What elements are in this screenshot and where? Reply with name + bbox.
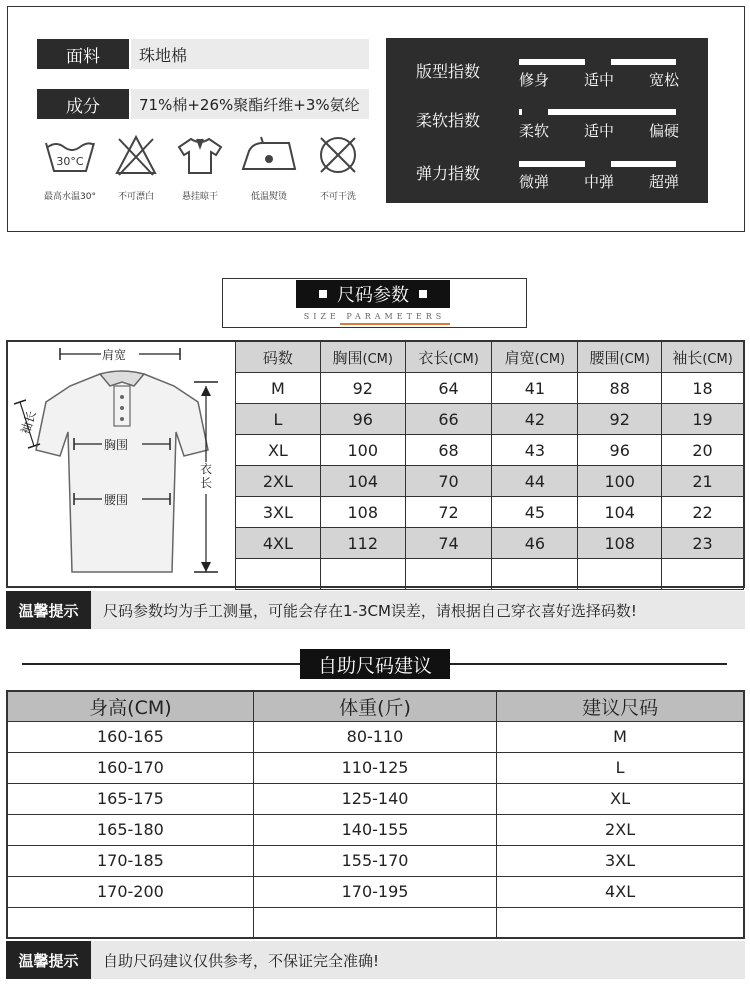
index-label: 适中	[583, 71, 614, 89]
header-cell: 身高(CM)	[7, 691, 253, 721]
chest-label: 胸围	[104, 438, 129, 452]
measurement-cell	[320, 559, 405, 590]
care-item-hang	[170, 133, 230, 202]
table-row	[236, 404, 744, 435]
table-row	[236, 466, 744, 497]
measurement-cell	[405, 559, 492, 590]
composition-label: 成分	[37, 89, 129, 119]
size-code-cell: L	[236, 404, 321, 435]
measurement-cell: 19	[662, 404, 744, 435]
fabric-value: 珠地棉	[131, 39, 369, 69]
svg-text:30°C: 30°C	[56, 155, 84, 168]
size-code-cell	[236, 559, 321, 590]
fabric-label: 面料	[37, 39, 129, 69]
size-tip-bar	[6, 591, 745, 629]
help-cell: 110-125	[253, 752, 496, 783]
help-cell: 4XL	[497, 876, 744, 907]
help-cell: 170-185	[7, 845, 253, 876]
help-cell: 165-180	[7, 814, 253, 845]
size-subtitle: SIZE PARAMETERS	[303, 312, 446, 321]
size-table-header	[236, 342, 744, 373]
measurement-cell: 42	[492, 404, 578, 435]
size-title-text: 尺码参数	[337, 285, 409, 306]
header-cell: 肩宽(CM)	[492, 342, 578, 373]
header-cell: 体重(斤)	[253, 691, 496, 721]
help-cell: 170-200	[7, 876, 253, 907]
index-title: 版型指数	[416, 62, 481, 81]
index-bar	[519, 161, 676, 167]
measurement-cell: 20	[662, 435, 744, 466]
table-row	[7, 752, 744, 783]
table-row	[7, 845, 744, 876]
table-row	[236, 373, 744, 404]
size-section-title	[296, 280, 450, 308]
measurement-cell: 100	[578, 466, 662, 497]
measurement-cell: 92	[578, 404, 662, 435]
length-label: 衣长	[199, 462, 212, 490]
table-row	[236, 559, 744, 590]
shirt-diagram	[8, 342, 234, 586]
index-marker	[585, 59, 611, 65]
help-table-header	[7, 691, 744, 721]
help-cell: 2XL	[497, 814, 744, 845]
square-icon	[319, 290, 327, 298]
index-label: 修身	[519, 71, 550, 89]
table-row	[7, 783, 744, 814]
measurement-cell: 46	[492, 528, 578, 559]
sleeve-label: 袖长	[18, 409, 39, 437]
help-cell: 155-170	[253, 845, 496, 876]
help-cell: 125-140	[253, 783, 496, 814]
index-marker	[522, 109, 548, 115]
size-code-cell: M	[236, 373, 321, 404]
measurement-cell: 104	[320, 466, 405, 497]
care-item-wash	[36, 133, 104, 202]
care-item-bleach	[108, 133, 164, 202]
no-dry-clean-icon	[315, 133, 361, 177]
measurement-cell	[578, 559, 662, 590]
measurement-cell: 88	[578, 373, 662, 404]
index-labels	[519, 120, 679, 141]
index-title: 弹力指数	[416, 164, 481, 183]
index-title: 柔软指数	[416, 111, 481, 130]
measurement-cell: 96	[320, 404, 405, 435]
square-icon	[419, 290, 427, 298]
table-row	[236, 528, 744, 559]
tip-text: 自助尺码建议仅供参考，不保证完全准确!	[103, 951, 380, 970]
care-text: 悬挂晾干	[181, 192, 218, 202]
help-cell	[7, 907, 253, 938]
shoulder-label: 肩宽	[102, 348, 127, 362]
care-item-iron	[237, 133, 301, 202]
measurement-cell: 23	[662, 528, 744, 559]
no-bleach-icon	[113, 133, 159, 177]
table-row	[7, 907, 744, 938]
index-labels	[519, 69, 679, 90]
tip-text: 尺码参数均为手工测量，可能会存在1-3CM误差，请根据自己穿衣喜好选择码数!	[103, 601, 637, 620]
table-row	[7, 876, 744, 907]
header-cell: 袖长(CM)	[662, 342, 744, 373]
help-cell	[253, 907, 496, 938]
tip-label: 温馨提示	[6, 591, 91, 629]
index-label: 适中	[583, 122, 614, 140]
header-cell: 码数	[236, 342, 321, 373]
header-cell: 衣长(CM)	[405, 342, 492, 373]
measurement-cell: 96	[578, 435, 662, 466]
help-cell: 165-175	[7, 783, 253, 814]
measurement-cell: 72	[405, 497, 492, 528]
care-text: 最高水温30°	[44, 192, 96, 202]
hang-dry-icon	[175, 133, 225, 177]
measurement-cell: 41	[492, 373, 578, 404]
measurement-cell: 92	[320, 373, 405, 404]
help-cell: 3XL	[497, 845, 744, 876]
waist-label: 腰围	[104, 493, 129, 507]
measurement-cell	[662, 559, 744, 590]
index-label: 微弹	[519, 173, 550, 191]
care-text: 不可干洗	[319, 192, 356, 202]
measurement-cell: 68	[405, 435, 492, 466]
size-code-cell: 3XL	[236, 497, 321, 528]
care-text: 低温熨烫	[250, 192, 287, 202]
table-row	[7, 814, 744, 845]
size-code-cell: 4XL	[236, 528, 321, 559]
size-table	[235, 341, 744, 590]
index-bar	[519, 109, 676, 115]
help-cell: 140-155	[253, 814, 496, 845]
care-item-dryclean	[306, 133, 370, 202]
low-iron-icon	[239, 133, 299, 177]
help-cell: 160-170	[7, 752, 253, 783]
subtitle-underline	[340, 323, 450, 325]
size-code-cell: 2XL	[236, 466, 321, 497]
fit-index-panel	[386, 38, 708, 203]
measurement-cell	[492, 559, 578, 590]
header-cell: 建议尺码	[497, 691, 744, 721]
index-label: 柔软	[519, 122, 550, 140]
help-cell: 80-110	[253, 721, 496, 752]
help-cell: M	[497, 721, 744, 752]
index-marker	[585, 161, 611, 167]
help-cell: L	[497, 752, 744, 783]
help-tip-bar	[6, 941, 745, 979]
measurement-cell: 74	[405, 528, 492, 559]
help-table	[6, 690, 745, 939]
measurement-cell: 43	[492, 435, 578, 466]
measurement-cell: 108	[578, 528, 662, 559]
measurement-cell: 112	[320, 528, 405, 559]
measurement-cell: 104	[578, 497, 662, 528]
measurement-cell: 66	[405, 404, 492, 435]
index-labels	[519, 171, 679, 192]
measurement-cell: 45	[492, 497, 578, 528]
help-cell	[497, 907, 744, 938]
header-cell: 腰围(CM)	[578, 342, 662, 373]
measurement-cell: 100	[320, 435, 405, 466]
header-cell: 胸围(CM)	[320, 342, 405, 373]
measurement-cell: 21	[662, 466, 744, 497]
size-code-cell: XL	[236, 435, 321, 466]
table-row	[236, 435, 744, 466]
help-cell: 170-195	[253, 876, 496, 907]
care-text: 不可漂白	[117, 192, 154, 202]
help-section-title: 自助尺码建议	[300, 649, 450, 679]
help-cell: XL	[497, 783, 744, 814]
tip-label: 温馨提示	[6, 941, 91, 979]
measurement-cell: 64	[405, 373, 492, 404]
index-label: 偏硬	[648, 122, 679, 140]
wash-30-icon	[42, 133, 98, 177]
measurement-cell: 18	[662, 373, 744, 404]
measurement-cell: 22	[662, 497, 744, 528]
table-row	[7, 721, 744, 752]
index-label: 宽松	[648, 71, 679, 89]
composition-value: 71%棉+26%聚酯纤维+3%氨纶	[131, 89, 369, 119]
help-cell: 160-165	[7, 721, 253, 752]
measurement-cell: 108	[320, 497, 405, 528]
measurement-cell: 44	[492, 466, 578, 497]
index-label: 中弹	[583, 173, 614, 191]
index-bar	[519, 59, 676, 65]
index-label: 超弹	[648, 173, 679, 191]
measurement-cell: 70	[405, 466, 492, 497]
table-row	[236, 497, 744, 528]
